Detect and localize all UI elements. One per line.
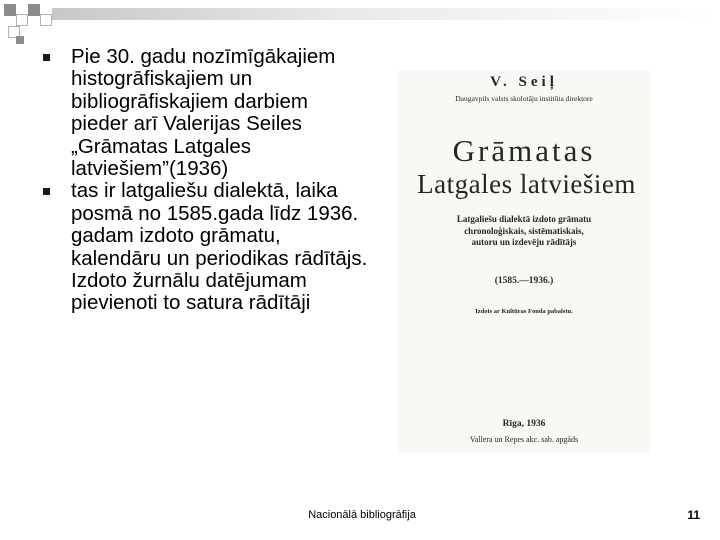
cover-author: V. Seiļ [490, 74, 558, 90]
checker-square [40, 14, 52, 26]
cover-years: (1585.—1936.) [494, 276, 554, 286]
bullet-item [40, 46, 370, 180]
cover-printer: Vallera un Repes akc. sab. apgāds [469, 435, 579, 444]
square-bullet-icon [43, 54, 50, 61]
book-cover-image [398, 71, 650, 453]
checker-square [16, 36, 24, 44]
bullet-list [40, 46, 370, 315]
checker-square [16, 14, 28, 26]
checker-square [28, 4, 40, 16]
cover-title-line2: Latgales latviešiem [417, 169, 636, 199]
bullet-text: tas ir latgaliešu dialektā, laika posmā no 1585.gada līdz 1936. gadam izdoto grāmatu, kalendāru un periodikas rādītājs. Izdoto žurnālu datējumam pievienoti to satura rādītāji [71, 179, 368, 315]
bullet-item [40, 180, 370, 314]
bullet-text: Pie 30. gadu nozīmīgākajiem histogrāfiskajiem un bibliogrāfiskajiem darbiem pieder arī Valerijas Seiles „Grāmatas Latgales latviešiem”(1936) [71, 45, 336, 181]
decorative-checker [0, 0, 60, 48]
checker-square [4, 4, 16, 16]
square-bullet-icon [43, 188, 50, 195]
cover-description-line: chronoloģiskais, sistēmatiskais, [464, 225, 584, 236]
cover-title-line1: Grāmatas [452, 133, 596, 168]
cover-description-line: autoru un izdevēju rādītājs [471, 237, 577, 247]
cover-description-line: Latgaliešu dialektā izdoto grāmatu [456, 214, 592, 224]
page-number: 11 [687, 508, 700, 522]
cover-place-year: Rīga, 1936 [502, 419, 546, 429]
cover-description [398, 214, 650, 249]
header-bar [52, 8, 720, 20]
cover-publisher-note: Izdots ar Kultūras Fonda pabalstu. [475, 308, 573, 315]
footer-title: Nacionālā bibliogrāfija [308, 509, 416, 521]
cover-institution: Daugavpils valsts skolotāju institūta direktore [455, 94, 593, 103]
